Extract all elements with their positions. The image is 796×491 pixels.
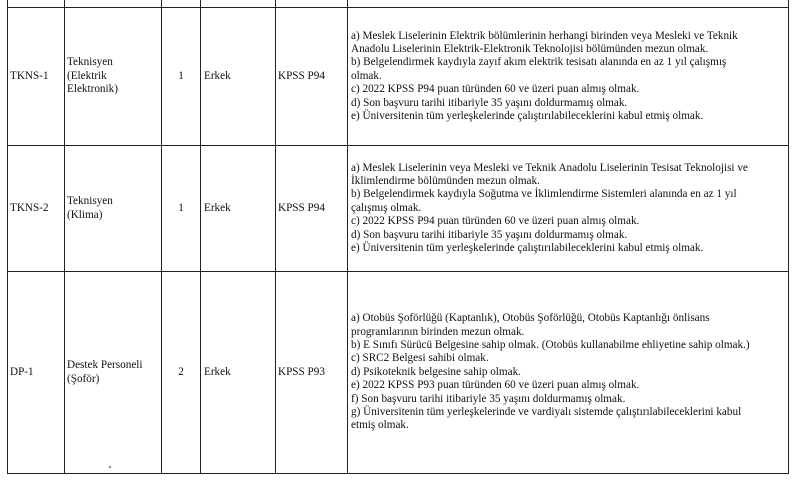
position-title xyxy=(65,8,162,146)
requirement-line: İklimlendirme bölümünden mezun olmak. xyxy=(351,174,540,187)
gender: Erkek xyxy=(201,272,276,474)
exam-score-type: KPSS P93 xyxy=(276,272,348,474)
position-count: 1 xyxy=(162,8,201,146)
requirement-line: çalışmış olmak. xyxy=(351,201,422,214)
requirement-line: e) Üniversitenin tüm yerleşkelerinde çalıştırılabileceklerini kabul etmiş olmak. xyxy=(351,110,704,123)
requirements xyxy=(348,8,789,146)
requirement-line: etmiş olmak. xyxy=(351,419,409,432)
requirement-line: c) 2022 KPSS P94 puan türünden 60 ve üzeri puan almış olmak. xyxy=(351,83,640,96)
position-code: DP-1 xyxy=(8,272,65,474)
requirement-line: d) Psikoteknik belgesine sahip olmak. xyxy=(351,365,521,378)
position-count: 1 xyxy=(162,146,201,272)
requirement-line: a) Meslek Liselerinin Elektrik bölümlerinin herhangi birinden veya Mesleki ve Teknik xyxy=(351,29,738,42)
position-title-line: (Klima) xyxy=(67,208,103,221)
requirement-line: Anadolu Liselerinin Elektrik-Elektronik Teknolojisi bölümünden mezun olmak. xyxy=(351,42,709,55)
requirements xyxy=(348,146,789,272)
requirement-line: d) Son başvuru tarihi itibariyle 35 yaşını doldurmamış olmak. xyxy=(351,228,628,241)
requirement-line: d) Son başvuru tarihi itibariyle 35 yaşını doldurmamış olmak. xyxy=(351,96,628,109)
requirement-line: a) Meslek Liselerinin veya Mesleki ve Teknik Anadolu Liselerinin Tesisat Teknolojisi ve xyxy=(351,161,748,174)
table-row xyxy=(8,272,789,474)
position-title-line: Elektronik) xyxy=(67,83,118,96)
gender: Erkek xyxy=(201,8,276,146)
table-top-edge xyxy=(8,0,789,8)
exam-score-type: KPSS P94 xyxy=(276,8,348,146)
gender: Erkek xyxy=(201,146,276,272)
table-row xyxy=(8,146,789,272)
position-title-line: Teknisyen xyxy=(67,56,113,69)
requirement-line: c) 2022 KPSS P94 puan türünden 60 ve üzeri puan almış olmak. xyxy=(351,215,640,228)
position-code: TKNS-1 xyxy=(8,8,65,146)
position-count: 2 xyxy=(162,272,201,474)
position-title-line: Destek Personeli xyxy=(67,359,143,372)
position-code: TKNS-2 xyxy=(8,146,65,272)
table-row xyxy=(8,8,789,146)
positions-table xyxy=(7,0,789,474)
requirements xyxy=(348,272,789,474)
requirement-line: b) Belgelendirmek kaydıyla Soğutma ve İklimlendirme Sistemleri alanında en az 1 yıl xyxy=(351,188,737,201)
position-title-line: (Şoför) xyxy=(67,372,100,385)
requirement-line: g) Üniversitenin tüm yerleşkelerinde ve vardiyalı sistemde çalıştırılabileceklerini kabul xyxy=(351,406,742,419)
requirement-line: a) Otobüs Şoförlüğü (Kaptanlık), Otobüs Şoförlüğü, Otobüs Kaptanlığı önlisans xyxy=(351,312,710,325)
scan-speck xyxy=(109,466,111,468)
requirement-line: e) Üniversitenin tüm yerleşkelerinde çalıştırılabileceklerini kabul etmiş olmak. xyxy=(351,242,704,255)
position-title xyxy=(65,272,162,474)
requirement-line: b) Belgelendirmek kaydıyla zayıf akım elektrik tesisatı alanında en az 1 yıl çalışmış xyxy=(351,56,727,69)
requirement-line: c) SRC2 Belgesi sahibi olmak. xyxy=(351,352,489,365)
requirement-line: programlarının birinden mezun olmak. xyxy=(351,325,525,338)
position-title-line: Teknisyen xyxy=(67,195,113,208)
requirement-line: b) E Sınıfı Sürücü Belgesine sahip olmak. (Otobüs kullanabilme ehliyetine sahip olmak.) xyxy=(351,338,750,351)
position-title-line: (Elektrik xyxy=(67,69,107,82)
position-title xyxy=(65,146,162,272)
requirement-line: olmak. xyxy=(351,69,382,82)
requirement-line: f) Son başvuru tarihi itibariyle 35 yaşını doldurmamış olmak. xyxy=(351,392,626,405)
requirement-line: e) 2022 KPSS P93 puan türünden 60 ve üzeri puan almış olmak. xyxy=(351,379,640,392)
exam-score-type: KPSS P94 xyxy=(276,146,348,272)
